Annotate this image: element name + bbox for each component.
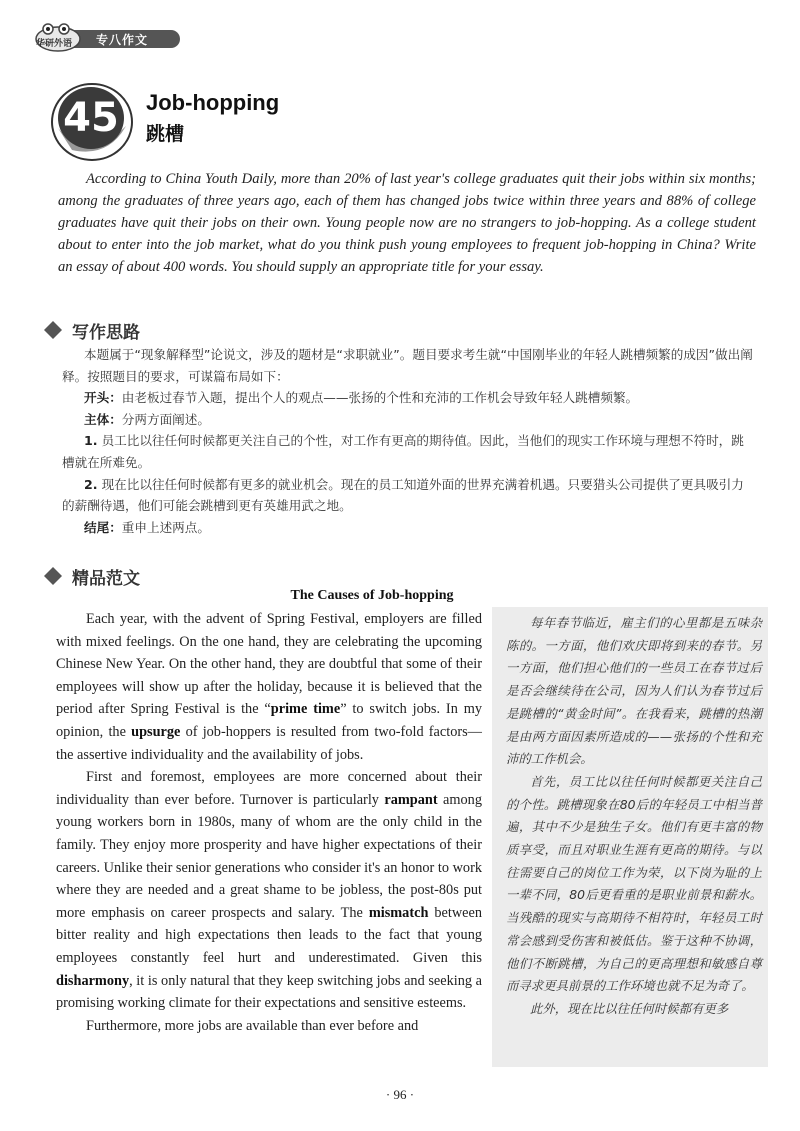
point1-text: 员工比以往任何时候都更关注自己的个性，对工作有更高的期待值。因此，当他们的现实工作环境与理想不符时，跳槽就在所难免。 (62, 433, 744, 470)
essay-p2-text-d: , it is only natural that they keep switching jobs and seeking a promising working climate for their expectations and sensitive esteems. (56, 972, 482, 1012)
diamond-bullet-icon (44, 321, 62, 339)
page-number: · 96 · (385, 1087, 415, 1102)
translation-paragraph-1: 每年春节临近，雇主们的心里都是五味杂陈的。一方面，他们欢庆即将到来的春节。另一方面，他们担心他们的一些员工在春节过后是否会继续待在公司，因为人们认为春节过后是跳槽的“黄金时间”。在我看来，跳槽的热潮是由两方面因素所造成的——张扬的个性和充沛的工作机会。 (506, 615, 762, 767)
translation-paragraph-2: 首先，员工比以往任何时候都更关注自己的个性。跳槽现象在80后的年轻员工中相当普遍，其中不少是独生子女。他们有更丰富的物质享受，而且对职业生涯有更高的期待。与以往需要自己的岗位工作为荣，以下岗为耻的上一辈不同，80后更看重的是职业前景和薪水。当残酷的现实与高期待不相符时，年轻员工时常会感到受伤害和被低估。鉴于这种不协调，他们不断跳槽，为自己的更高理想和敏感自尊而寻求更具前景的工作环境也就不足为奇了。 (506, 773, 762, 994)
essay-p2-text-a: First and foremost, employees are more concerned about their individuality than ever before. Turnover is particularly (56, 769, 482, 808)
essay-prompt (58, 168, 756, 278)
essay-p1-text-b: ” to switch jobs. In my opinion, the (56, 701, 482, 740)
translation-text (506, 612, 762, 1021)
keyword-upsurge: upsurge (131, 723, 181, 740)
ending-label: 结尾： (84, 519, 122, 535)
lesson-title-en: Job-hopping (146, 90, 280, 115)
diamond-bullet-icon (44, 567, 62, 585)
opening-text: 由老板过春节入题，提出个人的观点——张扬的个性和充沛的工作机会导致年轻人跳槽频繁。 (121, 390, 639, 406)
ending-text: 重申上述两点。 (121, 519, 210, 535)
essay-paragraph-2 (56, 766, 482, 1015)
body-label: 主体： (84, 411, 122, 427)
point2-text: 现在比以往任何时候都有更多的就业机会。现在的员工知道外面的世界充满着机遇。只要猎头公司提供了更具吸引力的薪酬待遇，他们可能会跳槽到更有英雄用武之地。 (62, 476, 744, 514)
analysis-body (62, 409, 756, 431)
banner-label: 专八作文 (96, 33, 149, 47)
point1-number: 1. (84, 433, 98, 449)
keyword-prime-time: prime time (270, 701, 341, 718)
chapter-banner (34, 22, 174, 52)
essay-p2-text-b: among young workers born in 1980s, many of whom are the only child in the family. They enjoy more prosperity and have higher expectations of their careers. Unlike their senior generations who consider it's an honor to work where they are needed and a great shame to be jobless, the post-80s put more emphasis on career prospects and salary. The (56, 791, 482, 921)
essay-p1-text-c: of job-hoppers is resulted from two-fold factors—the assertive individuality and the availability of jobs. (56, 723, 482, 763)
keyword-rampant: rampant (384, 791, 438, 808)
analysis-opening (62, 387, 756, 409)
translation-paragraph-3: 此外，现在比以往任何时候都有更多 (530, 1000, 729, 1016)
prompt-text: According to China Youth Daily, more than 20% of last year's college graduates quit their jobs within six months; among the graduates of three years ago, each of them has changed jobs twice within three years and 88% of college graduates have quit their jobs on their own. Young people now are no strangers to job-hopping. As a college student about to enter into the job market, what do you think push young employees to frequent job-hopping in China? Write an essay of about 400 words. You should supply an appropriate title for your essay. (58, 171, 756, 275)
analysis-intro: 本题属于“现象解释型”论说文，涉及的题材是“求职就业”。题目要求考生就“中国刚毕业的年轻人跳槽频繁的成因”做出阐释。按照题目的要求，可谋篇布局如下： (62, 347, 753, 384)
analysis-point-2 (62, 474, 756, 517)
lesson-title-cn: 跳槽 (146, 123, 185, 145)
section-title-sample: 精品范文 (72, 569, 140, 589)
point2-number: 2. (84, 476, 98, 492)
writing-analysis (62, 344, 756, 538)
essay-p1-text-a: Each year, with the advent of Spring Festival, employers are filled with mixed feelings. On the one hand, they are celebrating the upcoming Chinese New Year. On the other hand, they are doubtful that some of their employees will show up after the holiday, because it is believed that the period after Spring Festival is the “ (56, 611, 482, 718)
analysis-ending (62, 517, 756, 539)
section-title-writing: 写作思路 (72, 323, 140, 343)
analysis-point-1 (62, 430, 756, 473)
essay-paragraph-1 (56, 608, 482, 766)
essay-paragraph-3: Furthermore, more jobs are available than ever before and (86, 1017, 419, 1034)
logo-text: 华研外语 (36, 39, 73, 49)
opening-label: 开头： (84, 390, 122, 406)
essay-body (56, 608, 482, 1037)
body-text: 分两方面阐述。 (121, 411, 210, 427)
lesson-number: 45 (63, 95, 119, 141)
keyword-disharmony: disharmony (56, 972, 130, 989)
essay-p2-text-c: between bitter reality and high expectations then leads to the fact that young employees constantly feel hurt and underestimated. Given this (56, 904, 482, 966)
essay-title: The Causes of Job-hopping (290, 588, 454, 603)
keyword-mismatch: mismatch (368, 904, 429, 921)
